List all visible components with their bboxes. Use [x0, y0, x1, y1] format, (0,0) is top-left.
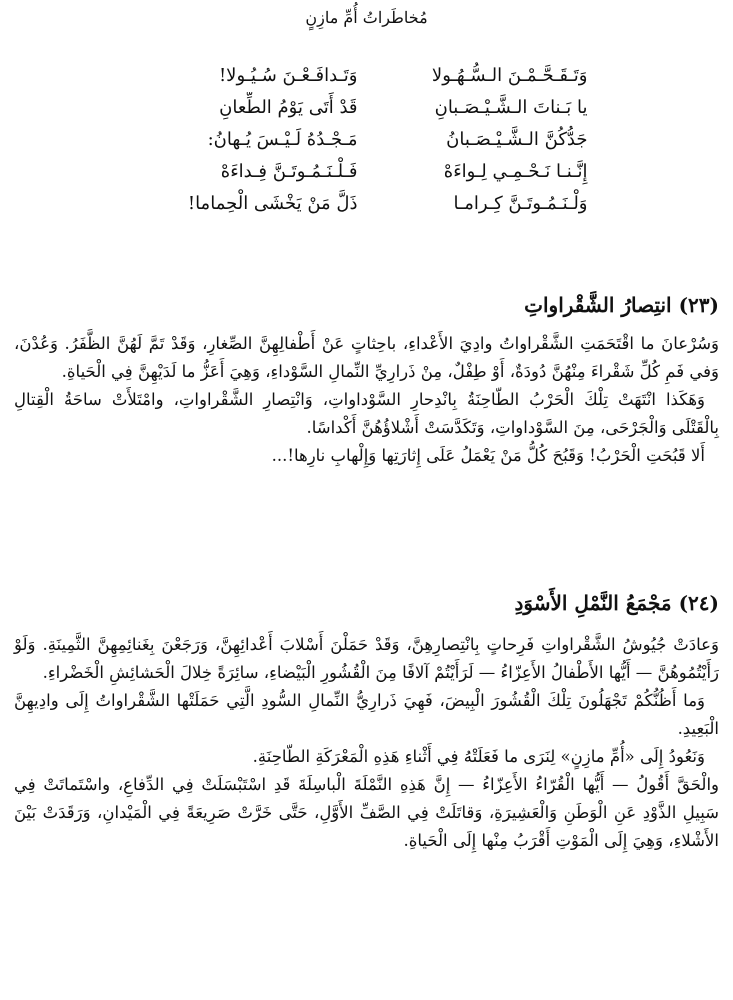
poem-verse — [0, 92, 733, 124]
poem-hemistich-second: قَدْ أَتَى يَوْمُ الطِّعانِ — [219, 97, 358, 118]
paragraph: وَعادَتْ جُيُوشُ الشَّقْراواتِ فَرِحاتٍ بِانْتِصارِهِنَّ، وَقَدْ حَمَلْنَ أَسْلابَ أَعْدائِهِنَّ، وَرَجَعْنَ بِغَنائِمِهِنَّ الثَّمِينَةِ. وَلَوْ رَأَيْتُمُوهُنَّ — أَيُّها الأَطْفالُ الأَعِزّاءُ — لَرَأَيْتُمْ آلافًا مِنَ الْقُشُورِ الْبَيْضاءِ، سائِرَةً خِلالَ الْحَشائِشِ الْخَضْراءِ. — [14, 635, 719, 682]
poem-hemistich-first: وَتَـقَـحَّـمْـنَ الـسُّـهُـولا — [431, 65, 588, 86]
poem-hemistich-first: يا بَـناتَ الـشَّـيْـصَـبانِ — [434, 97, 588, 118]
running-header: مُخاطَراتُ أُمِّ مازِنٍ — [305, 8, 428, 27]
section-body — [14, 330, 719, 470]
poem-verse — [0, 60, 733, 92]
poem-hemistich-second: فَـلْـنَـمُـوتَـنَّ فِـداءَهْ — [220, 161, 358, 182]
poem-verse — [0, 188, 733, 220]
poem-hemistich-second: مَـجْـدُهُ لَـيْـسَ يُـهانُ: — [207, 129, 358, 150]
poem-hemistich-first: إِنَّـنـا نَـحْـمِـي لِـواءَهْ — [443, 161, 588, 182]
poem-hemistich-second: وَتَـدافَـعْـنَ سُـيُـولا! — [218, 65, 358, 86]
poem-verse — [0, 124, 733, 156]
poem-verse — [0, 156, 733, 188]
section-heading: (٢٤) مَجْمَعُ النَّمْلِ الأَسْوَدِ — [514, 591, 719, 615]
section-heading: (٢٣) انتِصارُ الشَّقْراواتِ — [524, 293, 719, 317]
poem-hemistich-first: جَدُّكُنَّ الـشَّـيْـصَـبانُ — [446, 129, 588, 150]
section-body — [14, 631, 719, 855]
paragraph: وَسُرْعانَ ما اقْتَحَمَتِ الشَّقْراواتُ وادِيَ الأَعْداءِ، باحِثاتٍ عَنْ أَطْفالِهِنَّ الصِّغارِ، وَقَدْ تَمَّ لَهُنَّ الظَّفَرُ. وَعُدْنَ، وَفي فَمِ كُلِّ شَقْراءَ مِنْهُنَّ دُودَةٌ، أَوْ طِفْلٌ، مِنْ ذَرارِيِّ النِّمالِ السَّوْداءِ، وَهِيَ أَعَزُّ ما لَدَيْهِنَّ فِي الْحَياةِ. — [14, 334, 719, 381]
paragraph: أَلا قَبُحَتِ الْحَرْبُ! وَقَبُحَ كُلُّ مَنْ يَعْمَلُ عَلَى إِثارَتِها وَإِلْهابِ نارِها!... — [271, 446, 705, 465]
paragraph: والْحَقَّ أَقُولُ — أَيُّها الْقُرّاءُ الأَعِزّاءُ — إِنَّ هَذِهِ النَّمْلَةَ الْباسِلَةَ قَدِ اسْتَبْسَلَتْ فِي الدِّفاعِ، واسْتَماتَتْ فِي سَبِيلِ الذَّوْدِ عَنِ الْوَطَنِ وَالْعَشِيرَةِ، وَقاتَلَتْ فِي الصَّفِّ الأَوَّلِ، حَتَّى خَرَّتْ صَرِيعَةً فِي الْمَيْدانِ، وَرَقَدَتْ بَيْنَ الأَشْلاءِ، وَهِيَ إِلَى الْمَوْتِ أَقْرَبُ مِنْها إِلَى الْحَياةِ. — [14, 775, 719, 850]
poem — [0, 60, 733, 220]
paragraph: وَهَكَذا انْتَهَتْ تِلْكَ الْحَرْبُ الطّاحِنَةُ بِانْدِحارِ السَّوْداواتِ، وَانْتِصارِ الشَّقْراواتِ، وامْتَلأَتْ ساحَةُ الْقِتالِ بِالْقَتْلَى وَالْجَرْحَى، مِنَ السَّوْداواتِ، وَتَكَدَّسَتْ أَشْلاؤُهُنَّ أَكْداسًا. — [14, 390, 719, 437]
poem-hemistich-second: ذَلَّ مَنْ يَخْشَى الْحِماما! — [187, 193, 358, 214]
paragraph: وَنَعُودُ إِلَى «أُمِّ مازِنٍ» لِنَرَى ما فَعَلَتْهُ فِي أَثْناءِ هَذِهِ الْمَعْرَكَةِ الطّاحِنَةِ. — [252, 747, 705, 766]
poem-hemistich-first: وَلْـنَـمُـوتَـنَّ كِـرامـا — [453, 193, 588, 214]
paragraph: وَما أَظُنُّكُمْ تَجْهَلُونَ تِلْكَ الْقُشُورَ الْبِيضَ، فَهِيَ ذَرارِيُّ النِّمالِ السُّودِ الَّتِي حَمَلَتْها الشَّقْراواتُ إِلَى وادِيهِنَّ الْبَعِيدِ. — [14, 691, 719, 738]
